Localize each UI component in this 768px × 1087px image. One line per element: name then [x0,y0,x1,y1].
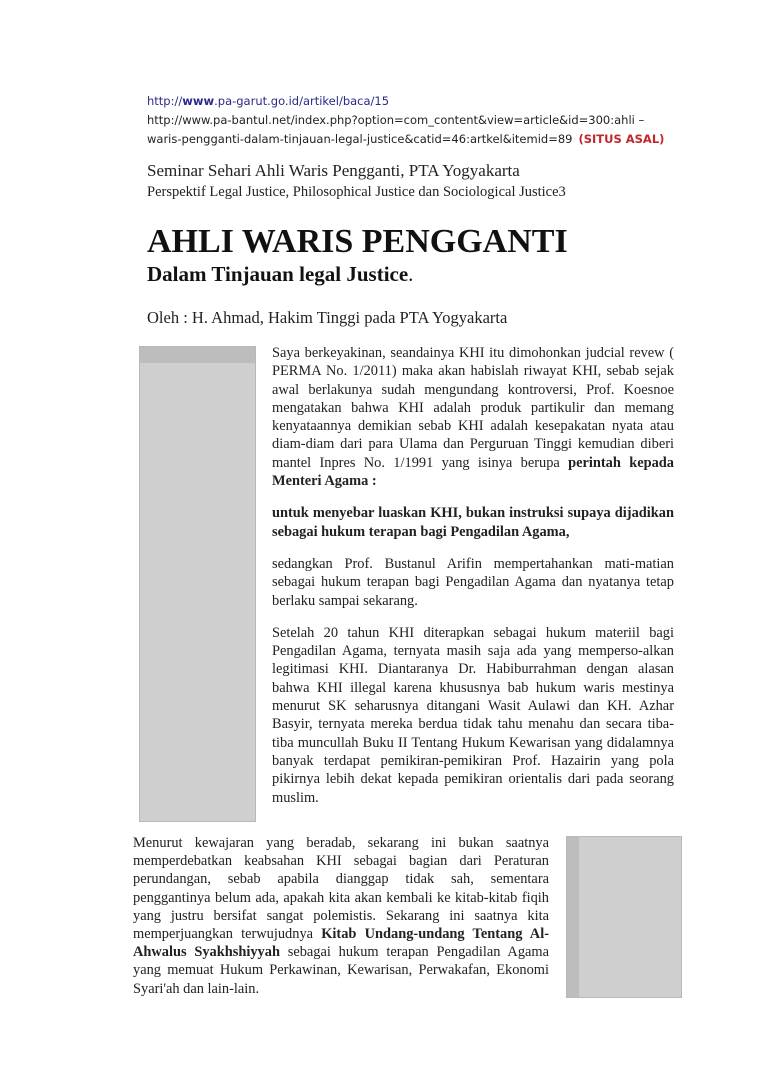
paragraph-2-emphasis: untuk menyebar luaskan KHI, bukan instruksi supaya dijadikan sebagai hukum terapan bagi Pengadilan Agama, [272,505,674,540]
paragraph-4: Setelah 20 tahun KHI diterapkan sebagai hukum materiil bagi Pengadilan Agama, ternyata masih saja ada yang memperso-alkan legitimasi KHI. Diantaranya Dr. Habiburrahman dengan alasan bahwa KHI illegal karena khususnya bab hukum waris mestinya menurut SK seharusnya ditangani Wasit Aulawi dan KH. Azhar Basyir, ternyata mereka berdua tidak tahu menahu dan secara tiba-tiba muncullah Buku II Tentang Hukum Kewarisan yang didalamnya banyak terdapat pemikiran-pemikiran Prof. Hazairin yang pola pikirnya lebih dekat kepada pemikiran orientalis dari pada seorang muslim. [272,624,674,806]
closing-paragraph: Menurut kewajaran yang beradab, sekarang ini bukan saatnya memperdebatkan keabsahan KHI sebagai bagian dari Peraturan perundangan, sebab apabila dianggap tidak sah, sementara penggantinya belum ada, apakah kita akan kembali ke kitab-kitab fiqih yang justru bersifat sangat polemistis. Sekarang ini saatnya kita memperjuangkan terwujudnya Kitab Undang-undang Tentang Al-Ahwalus Syakhshiyyah sebagai hukum terapan Pengadilan Agama yang memuat Hukum Perkawinan, Kewarisan, Perwakafan, Ekonomi Syari'ah dan lain-lain. [133,835,549,997]
author-line: Oleh : H. Ahmad, Hakim Tinggi pada PTA Yogyakarta [147,308,508,327]
source-links [147,92,687,149]
source-link-pa-bantul-line2[interactable]: waris-pengganti-dalam-tinjauan-legal-justice&catid=46:artkel&itemid=89 (SITUS ASAL) [147,132,665,146]
main-column [272,344,674,821]
seminar-heading [147,160,707,202]
paragraph-1: Saya berkeyakinan, seandainya KHI itu dimohonkan judcial revew ( PERMA No. 1/2011) maka akan habislah riwayat KHI, sebab sejak awal berlakunya sudah mengundang kontroversi, Prof. Koesnoe mengatakan bahwa KHI adalah produk partikulir dan memang kenyataannya demikian sebab KHI adalah kesepakatan nyata atau diam-diam dari para Ulama dan Perguruan Tinggi kemudian diberi mantel Inpres No. 1/1991 yang isinya berupa perintah kepada Menteri Agama : [272,345,674,490]
seminar-title: Seminar Sehari Ahli Waris Pengganti, PTA Yogyakarta [147,161,520,180]
source-link-pa-garut[interactable]: http://www.pa-garut.go.id/artikel/baca/15 [147,94,390,108]
document-title: AHLI WARIS PENGGANTI [147,223,568,260]
gray-placeholder-box-right [566,836,682,998]
source-link-pa-bantul-line1[interactable]: http://www.pa-bantul.net/index.php?option=com_content&view=article&id=300:ahli – [147,113,645,127]
situs-asal-label: (SITUS ASAL) [578,132,665,146]
paragraph-3: sedangkan Prof. Bustanul Arifin mempertahankan mati-matian sebagai hukum terapan bagi Pengadilan Agama dan nyatanya tetap berlaku sampai sekarang. [272,555,674,609]
seminar-subtitle: Perspektif Legal Justice, Philosophical Justice dan Sociological Justice3 [147,184,566,200]
gray-placeholder-box-left [139,346,256,822]
document-subtitle: Dalam Tinjauan legal Justice. [147,262,414,286]
